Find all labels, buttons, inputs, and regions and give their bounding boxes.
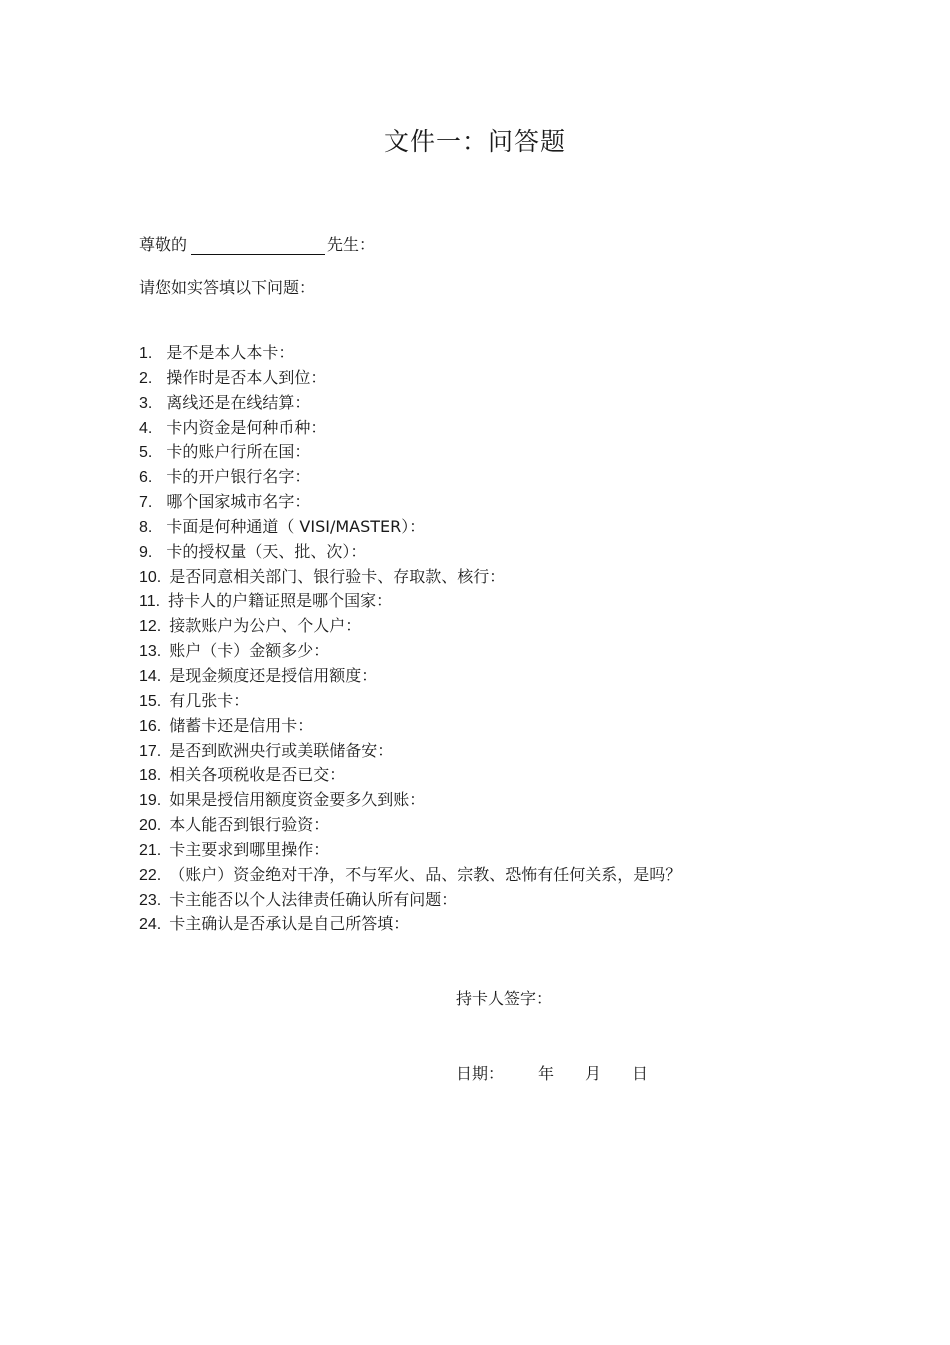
question-number: 24. <box>139 916 162 934</box>
question-item <box>139 517 681 542</box>
question-text: 哪个国家城市名字： <box>166 492 311 512</box>
question-text: 卡的账户行所在国： <box>166 442 311 462</box>
question-number: 18. <box>139 767 162 785</box>
salutation <box>139 232 375 255</box>
question-item <box>139 840 681 865</box>
question-text: 账户（卡）金额多少： <box>169 641 330 661</box>
date-day: 日 <box>632 1064 649 1083</box>
question-number: 14. <box>139 667 162 685</box>
question-list <box>139 343 681 939</box>
question-text: 卡的授权量（天、批、次）： <box>166 541 367 561</box>
question-item <box>139 914 681 939</box>
question-item <box>139 542 681 567</box>
question-item <box>139 467 681 492</box>
signature-label: 持卡人签字： <box>456 989 553 1008</box>
page-title: 文件一：问答题 <box>383 127 566 156</box>
salutation-suffix: 先生： <box>327 235 376 254</box>
question-number: 8. <box>139 518 153 536</box>
question-number: 17. <box>139 742 162 760</box>
question-number: 20. <box>139 817 162 835</box>
question-text: 卡主要求到哪里操作： <box>169 839 330 859</box>
date-year: 年 <box>538 1064 555 1083</box>
question-text: 卡的开户银行名字： <box>166 467 311 487</box>
question-text: 是不是本人本卡： <box>166 343 295 362</box>
question-item <box>139 865 681 890</box>
question-item <box>139 591 681 616</box>
question-item <box>139 790 681 815</box>
question-number: 4. <box>139 419 153 437</box>
question-item <box>139 691 681 716</box>
question-number: 9. <box>139 543 153 561</box>
question-text: 是否到欧洲央行或美联储备安： <box>169 740 394 760</box>
question-text: 卡内资金是何种币种： <box>166 417 327 437</box>
question-item <box>139 343 681 368</box>
question-item <box>139 765 681 790</box>
question-number: 1. <box>139 345 153 362</box>
question-number: 2. <box>139 369 153 387</box>
question-item <box>139 567 681 592</box>
question-text: 接款账户为公户、个人户： <box>169 616 362 636</box>
question-item <box>139 418 681 443</box>
date-label: 日期： <box>456 1064 505 1083</box>
question-number: 15. <box>139 692 162 710</box>
question-number: 5. <box>139 444 153 462</box>
question-number: 19. <box>139 792 162 810</box>
question-text: 是现金频度还是授信用额度： <box>169 665 378 685</box>
question-item <box>139 666 681 691</box>
question-number: 23. <box>139 891 162 909</box>
question-item <box>139 716 681 741</box>
question-number: 6. <box>139 469 153 487</box>
question-number: 13. <box>139 643 162 661</box>
question-number: 7. <box>139 494 153 512</box>
question-text: 是否同意相关部门、银行验卡、存取款、核行： <box>169 566 506 586</box>
question-text: 操作时是否本人到位： <box>166 367 327 387</box>
question-item <box>139 393 681 418</box>
question-number: 22. <box>139 866 162 884</box>
question-number: 3. <box>139 394 153 412</box>
question-number: 10. <box>139 568 162 586</box>
question-text: 本人能否到银行验资： <box>169 815 330 835</box>
question-text: 如果是授信用额度资金要多久到账： <box>169 790 426 810</box>
question-number: 16. <box>139 717 162 735</box>
question-text: 离线还是在线结算： <box>166 392 311 412</box>
question-item <box>139 890 681 915</box>
salutation-prefix: 尊敬的 <box>139 235 188 254</box>
question-item <box>139 442 681 467</box>
question-number: 21. <box>139 841 162 859</box>
question-number: 11. <box>139 593 161 611</box>
question-text: 卡面是何种通道（ VISI/MASTER）： <box>166 516 426 536</box>
question-number: 12. <box>139 618 162 636</box>
question-text: 有几张卡： <box>169 690 250 710</box>
question-text: 相关各项税收是否已交： <box>169 765 346 785</box>
question-text: （账户）资金绝对干净，不与军火、品、宗教、恐怖有任何关系，是吗？ <box>169 864 682 884</box>
question-item <box>139 741 681 766</box>
question-text: 持卡人的户籍证照是哪个国家： <box>168 591 393 611</box>
question-item <box>139 492 681 517</box>
question-text: 储蓄卡还是信用卡： <box>169 715 314 735</box>
question-item <box>139 616 681 641</box>
name-blank-field[interactable] <box>191 237 325 255</box>
date-month: 月 <box>585 1064 602 1083</box>
question-item <box>139 641 681 666</box>
question-text: 卡主确认是否承认是自己所答填： <box>169 914 410 934</box>
question-text: 卡主能否以个人法律责任确认所有问题： <box>169 889 458 909</box>
question-item <box>139 815 681 840</box>
instruction-text: 请您如实答填以下问题： <box>139 278 316 297</box>
date-line <box>456 1061 648 1084</box>
question-item <box>139 368 681 393</box>
